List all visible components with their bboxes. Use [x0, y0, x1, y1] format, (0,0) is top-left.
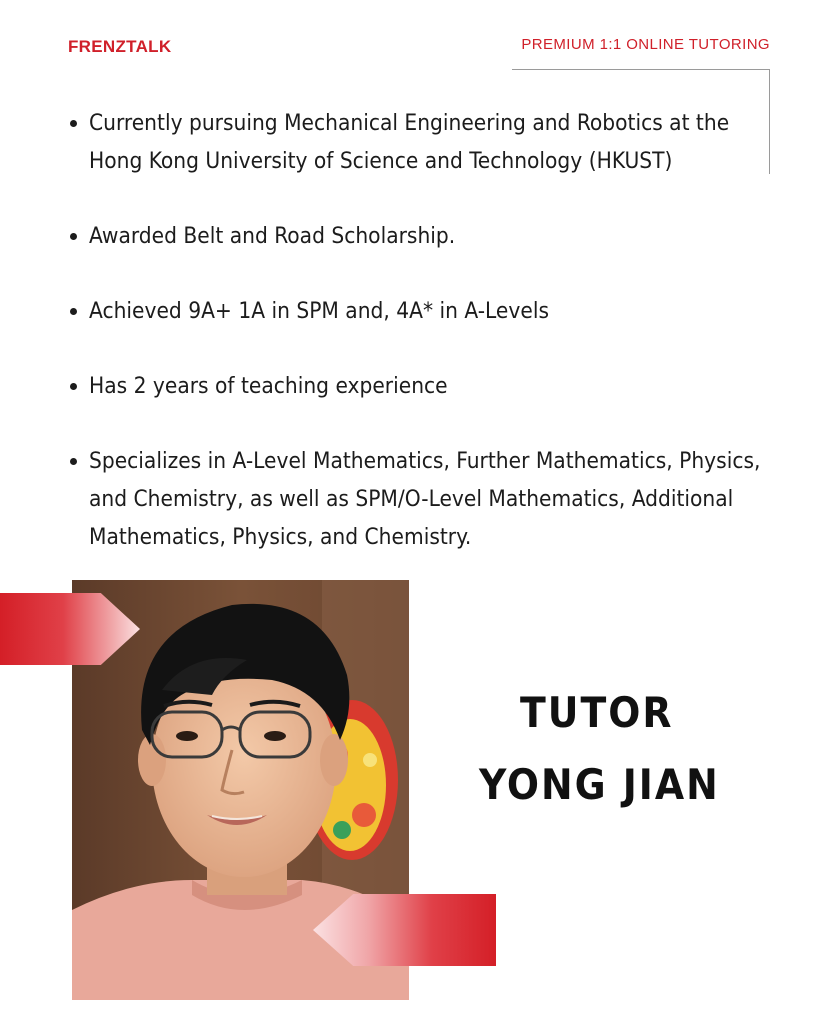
bullet-icon [70, 233, 77, 240]
bullet-icon [70, 308, 77, 315]
credential-text: Has 2 years of teaching experience [89, 373, 448, 399]
tutor-label: TUTOR [520, 688, 674, 737]
tagline: PREMIUM 1:1 ONLINE TUTORING [521, 36, 770, 53]
bullet-icon [70, 120, 77, 127]
credential-item [70, 367, 770, 405]
credential-item [70, 217, 770, 255]
credential-item [70, 104, 770, 180]
credential-item [70, 292, 770, 330]
brand-logo: FRENZTALK [68, 37, 172, 56]
credential-text: Awarded Belt and Road Scholarship. [89, 223, 456, 249]
credential-text: Specializes in A-Level Mathematics, Further Mathematics, Physics, and Chemistry, as well as SPM/O-Level Mathematics, Additional Mathematics, Physics, and Chemistry. [89, 448, 761, 550]
credential-text: Currently pursuing Mechanical Engineering and Robotics at the Hong Kong University of Science and Technology (HKUST) [89, 110, 730, 174]
credential-item [70, 442, 770, 556]
frame-line-top [512, 69, 770, 70]
credentials-list [70, 104, 770, 593]
bullet-icon [70, 458, 77, 465]
credential-text: Achieved 9A+ 1A in SPM and, 4A* in A-Levels [89, 298, 549, 324]
bullet-icon [70, 383, 77, 390]
tutor-name: YONG JIAN [479, 760, 720, 809]
